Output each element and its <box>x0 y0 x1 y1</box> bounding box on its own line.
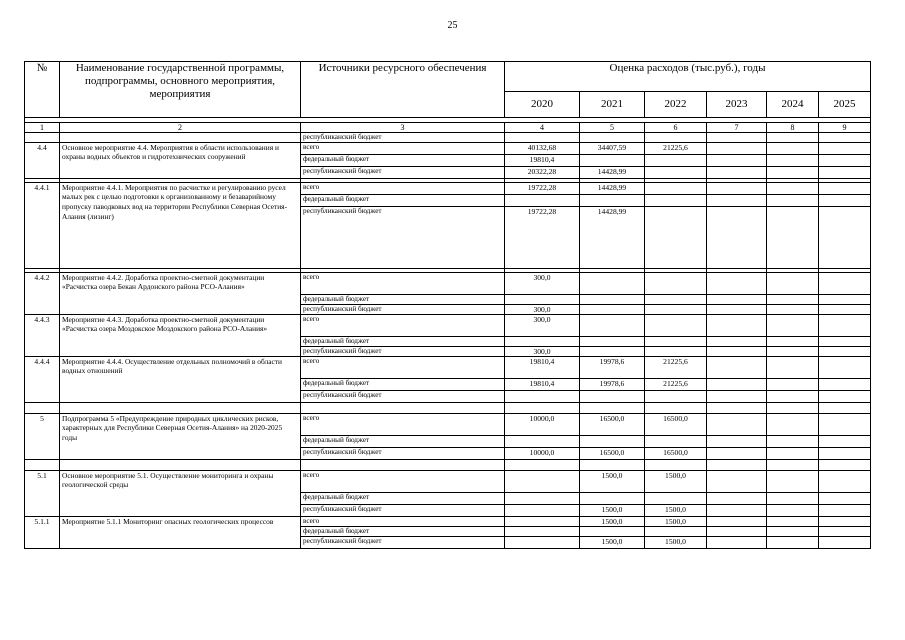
amount-cell <box>707 435 767 447</box>
cont-name <box>60 133 301 143</box>
spacer-cell <box>645 459 707 470</box>
amount-cell: 1500,0 <box>580 536 645 548</box>
amount-cell <box>505 526 580 536</box>
funding-source: федеральный бюджет <box>301 526 505 536</box>
page-number: 25 <box>447 20 458 31</box>
amount-cell <box>707 492 767 504</box>
spacer-cell <box>707 402 767 413</box>
amount-cell <box>580 294 645 304</box>
amount-cell <box>819 492 871 504</box>
amount-cell <box>767 435 819 447</box>
amount-cell <box>819 435 871 447</box>
header-year: 2022 <box>645 92 707 118</box>
amount-cell: 19978,6 <box>580 356 645 378</box>
amount-cell <box>505 536 580 548</box>
amount-cell <box>819 504 871 516</box>
amount-cell: 16500,0 <box>580 447 645 459</box>
funding-source: федеральный бюджет <box>301 378 505 390</box>
amount-cell <box>819 154 871 166</box>
spacer-cell <box>819 402 871 413</box>
amount-cell <box>707 413 767 435</box>
amount-cell <box>767 504 819 516</box>
amount-cell <box>819 182 871 194</box>
amount-cell: 19810,4 <box>505 356 580 378</box>
amount-cell <box>767 194 819 206</box>
amount-cell <box>580 346 645 356</box>
table-row <box>25 314 871 336</box>
amount-cell <box>707 206 767 268</box>
amount-cell: 21225,6 <box>645 378 707 390</box>
funding-source: федеральный бюджет <box>301 154 505 166</box>
column-index: 9 <box>819 123 871 133</box>
amount-cell <box>707 154 767 166</box>
funding-source: республиканский бюджет <box>301 346 505 356</box>
spacer-cell <box>767 459 819 470</box>
amount-cell <box>819 272 871 294</box>
amount-cell <box>819 346 871 356</box>
funding-source: федеральный бюджет <box>301 336 505 346</box>
amount-cell: 300,0 <box>505 314 580 336</box>
amount-cell <box>767 142 819 154</box>
spacer-cell <box>505 459 580 470</box>
amount-cell <box>707 194 767 206</box>
spacer-cell <box>60 402 301 413</box>
amount-cell: 1500,0 <box>580 504 645 516</box>
amount-cell <box>580 314 645 336</box>
funding-source: республиканский бюджет <box>301 206 505 268</box>
amount-cell <box>645 304 707 314</box>
amount-cell <box>767 294 819 304</box>
spacer-cell <box>505 402 580 413</box>
spacer-cell <box>60 459 301 470</box>
spacer-cell <box>25 459 60 470</box>
amount-cell: 1500,0 <box>645 504 707 516</box>
column-index: 2 <box>60 123 301 133</box>
funding-source: всего <box>301 142 505 154</box>
amount-cell <box>580 435 645 447</box>
amount-cell <box>645 194 707 206</box>
amount-cell <box>707 166 767 178</box>
item-number: 5.1.1 <box>25 516 60 548</box>
amount-cell <box>819 378 871 390</box>
funding-source: республиканский бюджет <box>301 166 505 178</box>
amount-cell <box>767 346 819 356</box>
header-year: 2021 <box>580 92 645 118</box>
amount-cell <box>819 516 871 526</box>
spacer-cell <box>645 402 707 413</box>
header-year: 2024 <box>767 92 819 118</box>
cont-num <box>25 133 60 143</box>
spacer-cell <box>301 459 505 470</box>
funding-source: всего <box>301 182 505 194</box>
column-index: 6 <box>645 123 707 133</box>
amount-cell <box>767 314 819 336</box>
amount-cell <box>645 526 707 536</box>
amount-cell <box>767 526 819 536</box>
amount-cell <box>819 470 871 492</box>
funding-source: федеральный бюджет <box>301 294 505 304</box>
amount-cell <box>645 154 707 166</box>
column-index: 4 <box>505 123 580 133</box>
amount-cell: 19722,28 <box>505 206 580 268</box>
amount-cell <box>819 526 871 536</box>
item-name: Подпрограмма 5 «Предупреждение природных циклических рисков, характерных для Республики Северная Осетия-Алания» на 2020-2025 годы <box>60 413 301 459</box>
amount-cell <box>767 378 819 390</box>
amount-cell: 1500,0 <box>645 536 707 548</box>
funding-source: республиканский бюджет <box>301 504 505 516</box>
amount-cell: 300,0 <box>505 272 580 294</box>
amount-cell <box>819 142 871 154</box>
column-index: 3 <box>301 123 505 133</box>
amount-cell <box>819 166 871 178</box>
item-number: 4.4 <box>25 142 60 178</box>
funding-source: всего <box>301 470 505 492</box>
amount-cell <box>707 182 767 194</box>
funding-source: всего <box>301 314 505 336</box>
amount-cell <box>707 272 767 294</box>
item-number: 4.4.3 <box>25 314 60 356</box>
funding-source: республиканский бюджет <box>301 536 505 548</box>
amount-cell <box>645 206 707 268</box>
amount-cell <box>707 304 767 314</box>
amount-cell <box>580 272 645 294</box>
amount-cell <box>645 314 707 336</box>
amount-cell: 14428,99 <box>580 166 645 178</box>
header-num: № <box>25 62 60 118</box>
amount-cell: 19810,4 <box>505 154 580 166</box>
amount-cell: 10000,0 <box>505 447 580 459</box>
amount-cell: 19810,4 <box>505 378 580 390</box>
amount-cell <box>645 390 707 402</box>
amount-cell <box>580 194 645 206</box>
amount-cell <box>505 390 580 402</box>
funding-source: федеральный бюджет <box>301 435 505 447</box>
item-number: 4.4.4 <box>25 356 60 402</box>
table-row <box>25 182 871 194</box>
amount-cell: 300,0 <box>505 304 580 314</box>
amount-cell: 19722,28 <box>505 182 580 194</box>
item-number: 4.4.1 <box>25 182 60 268</box>
amount-cell <box>819 336 871 346</box>
amount-cell <box>767 492 819 504</box>
spacer-cell <box>819 459 871 470</box>
amount-cell <box>505 294 580 304</box>
amount-cell: 40132,68 <box>505 142 580 154</box>
amount-cell <box>707 294 767 304</box>
spacer-cell <box>301 402 505 413</box>
table-row <box>25 142 871 154</box>
header-year: 2025 <box>819 92 871 118</box>
amount-cell <box>505 336 580 346</box>
item-name: Мероприятие 5.1.1 Мониторинг опасных геологических процессов <box>60 516 301 548</box>
header-year: 2020 <box>505 92 580 118</box>
budget-table <box>24 61 871 549</box>
amount-cell <box>819 314 871 336</box>
column-index: 7 <box>707 123 767 133</box>
amount-cell <box>819 304 871 314</box>
funding-source: всего <box>301 356 505 378</box>
amount-cell <box>707 346 767 356</box>
amount-cell <box>767 536 819 548</box>
column-index: 8 <box>767 123 819 133</box>
spacer-cell <box>25 402 60 413</box>
spacer-cell <box>580 402 645 413</box>
item-name: Мероприятие 4.4.1. Мероприятия по расчистке и регулированию русел малых рек с целью подготовки к организованному и безаварийному пропуску паводковых вод на территории Республики Северная Осетия-Алания (лизинг) <box>60 182 301 268</box>
amount-cell <box>707 314 767 336</box>
amount-cell <box>707 390 767 402</box>
amount-cell <box>707 356 767 378</box>
amount-cell: 16500,0 <box>580 413 645 435</box>
item-name: Мероприятие 4.4.4. Осуществление отдельных полномочий в области водных отношений <box>60 356 301 402</box>
funding-source: всего <box>301 516 505 526</box>
amount-cell: 21225,6 <box>645 142 707 154</box>
item-name: Основное мероприятие 4.4. Мероприятия в области использования и охраны водных объектов и гидротехнических сооружений <box>60 142 301 178</box>
amount-cell: 19978,6 <box>580 378 645 390</box>
amount-cell <box>767 336 819 346</box>
amount-cell <box>819 194 871 206</box>
amount-cell <box>819 413 871 435</box>
amount-cell <box>580 304 645 314</box>
amount-cell <box>767 154 819 166</box>
amount-cell <box>767 390 819 402</box>
amount-cell <box>819 206 871 268</box>
amount-cell <box>707 504 767 516</box>
amount-cell <box>707 526 767 536</box>
amount-cell: 34407,59 <box>580 142 645 154</box>
amount-cell <box>580 526 645 536</box>
column-index: 1 <box>25 123 60 133</box>
amount-cell <box>767 304 819 314</box>
amount-cell <box>767 272 819 294</box>
amount-cell: 10000,0 <box>505 413 580 435</box>
funding-source: всего <box>301 272 505 294</box>
amount-cell <box>645 182 707 194</box>
amount-cell <box>707 516 767 526</box>
amount-cell <box>580 492 645 504</box>
spacer-cell <box>767 402 819 413</box>
amount-cell: 16500,0 <box>645 447 707 459</box>
amount-cell: 16500,0 <box>645 413 707 435</box>
table-row <box>25 356 871 378</box>
header-estimate: Оценка расходов (тыс.руб.), годы <box>505 62 871 92</box>
amount-cell <box>819 390 871 402</box>
amount-cell <box>505 492 580 504</box>
amount-cell <box>707 336 767 346</box>
column-index: 5 <box>580 123 645 133</box>
amount-cell <box>580 390 645 402</box>
header-name: Наименование государственной программы, подпрограммы, основного мероприятия, мероприятия <box>60 62 301 118</box>
amount-cell <box>645 294 707 304</box>
amount-cell <box>580 154 645 166</box>
amount-cell <box>505 470 580 492</box>
amount-cell <box>819 447 871 459</box>
amount-cell <box>767 182 819 194</box>
funding-source: республиканский бюджет <box>301 447 505 459</box>
spacer-cell <box>707 459 767 470</box>
amount-cell <box>505 194 580 206</box>
amount-cell <box>819 536 871 548</box>
funding-source: республиканский бюджет <box>301 390 505 402</box>
amount-cell <box>767 516 819 526</box>
cont-source: республиканский бюджет <box>301 133 505 143</box>
amount-cell <box>819 294 871 304</box>
amount-cell: 1500,0 <box>645 516 707 526</box>
amount-cell <box>707 378 767 390</box>
amount-cell: 1500,0 <box>580 516 645 526</box>
amount-cell: 20322,28 <box>505 166 580 178</box>
amount-cell <box>580 336 645 346</box>
item-number: 4.4.2 <box>25 272 60 314</box>
item-number: 5 <box>25 413 60 459</box>
amount-cell <box>767 413 819 435</box>
amount-cell <box>505 435 580 447</box>
amount-cell: 14428,99 <box>580 206 645 268</box>
amount-cell: 1500,0 <box>645 470 707 492</box>
amount-cell <box>767 356 819 378</box>
funding-source: федеральный бюджет <box>301 492 505 504</box>
amount-cell <box>767 166 819 178</box>
amount-cell <box>505 504 580 516</box>
item-name: Мероприятие 4.4.2. Доработка проектно-сметной документации «Расчистка озера Бекан Ардонского района РСО-Алания» <box>60 272 301 314</box>
header-source: Источники ресурсного обеспечения <box>301 62 505 118</box>
funding-source: всего <box>301 413 505 435</box>
amount-cell <box>645 336 707 346</box>
amount-cell: 300,0 <box>505 346 580 356</box>
amount-cell <box>707 447 767 459</box>
amount-cell <box>767 470 819 492</box>
amount-cell: 1500,0 <box>580 470 645 492</box>
header-year: 2023 <box>707 92 767 118</box>
amount-cell <box>645 435 707 447</box>
table-row <box>25 272 871 294</box>
amount-cell <box>505 516 580 526</box>
amount-cell: 14428,99 <box>580 182 645 194</box>
amount-cell <box>645 346 707 356</box>
amount-cell: 21225,6 <box>645 356 707 378</box>
amount-cell <box>767 206 819 268</box>
table-row <box>25 413 871 435</box>
amount-cell <box>707 142 767 154</box>
amount-cell <box>645 166 707 178</box>
amount-cell <box>819 356 871 378</box>
table-row <box>25 470 871 492</box>
funding-source: федеральный бюджет <box>301 194 505 206</box>
item-name: Основное мероприятие 5.1. Осуществление мониторинга и охраны геологической среды <box>60 470 301 516</box>
amount-cell <box>707 470 767 492</box>
amount-cell <box>767 447 819 459</box>
item-name: Мероприятие 4.4.3. Доработка проектно-сметной документации «Расчистка озера Моздокское Моздокского района РСО-Алания» <box>60 314 301 356</box>
spacer-cell <box>580 459 645 470</box>
item-number: 5.1 <box>25 470 60 516</box>
amount-cell <box>707 536 767 548</box>
funding-source: республиканский бюджет <box>301 304 505 314</box>
table-row <box>25 516 871 526</box>
amount-cell <box>645 272 707 294</box>
amount-cell <box>645 492 707 504</box>
